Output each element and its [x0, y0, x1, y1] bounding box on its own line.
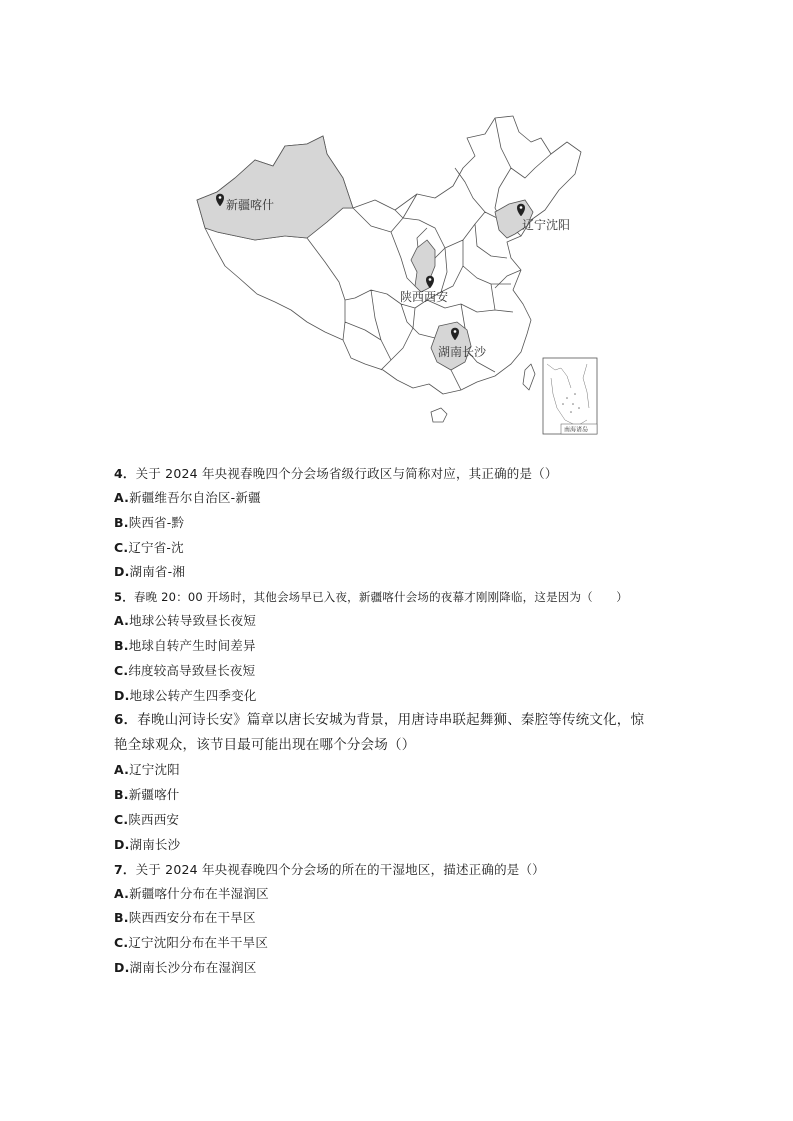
option-text: 地球公转导致昼长夜短	[129, 613, 257, 629]
option-letter: A.	[114, 613, 130, 629]
option-letter: C.	[114, 662, 129, 678]
option-text: 新疆喀什	[128, 787, 180, 803]
option-text: 地球公转产生四季变化	[129, 687, 257, 703]
option-d	[114, 956, 694, 981]
question-7	[114, 858, 694, 981]
province-borders	[217, 118, 551, 390]
option-text: 地球自转产生时间差异	[128, 637, 256, 653]
china-outline	[197, 116, 581, 394]
hainan-island	[431, 408, 447, 422]
option-b	[114, 634, 694, 659]
china-map	[195, 108, 615, 440]
map-label-kashgar: 新疆喀什	[226, 198, 275, 212]
question-6	[114, 708, 694, 857]
option-text: 新疆维吾尔自治区-新疆	[129, 490, 261, 505]
question-stem	[114, 585, 694, 609]
question-text: 关于 2024 年央视春晚四个分会场省级行政区与简称对应，其正确的是（）	[135, 466, 558, 481]
option-a	[114, 609, 694, 634]
option-letter: B.	[114, 910, 129, 926]
taiwan-island	[523, 364, 535, 390]
option-text: 湖南省-湘	[129, 564, 186, 580]
china-map-figure	[195, 108, 615, 440]
map-label-xian: 陕西西安	[400, 290, 449, 304]
question-stem	[114, 462, 694, 486]
option-d	[114, 684, 694, 709]
option-text: 辽宁沈阳分布在半干旱区	[128, 935, 269, 951]
question-text: 春晚 20：00 开场时，其他会场早已入夜，新疆喀什会场的夜幕才刚刚降临，这是因为（ ）	[133, 590, 628, 605]
option-b	[114, 511, 694, 536]
option-letter: B.	[114, 787, 129, 803]
option-text: 新疆喀什分布在半湿润区	[129, 885, 269, 901]
option-text: 辽宁省-沈	[128, 539, 184, 555]
option-letter: B.	[114, 637, 129, 653]
question-number: 5．	[114, 590, 134, 605]
map-label-changsha: 湖南长沙	[438, 345, 487, 359]
question-text: 关于 2024 年央视春晚四个分会场的所在的干湿地区，描述正确的是（）	[135, 861, 545, 877]
option-b	[114, 783, 694, 808]
question-text: 春晚山河诗长安》篇章以唐长安城为背景，用唐诗串联起舞狮、秦腔等传统文化，惊艳全球观众，该节目最可能出现在哪个分会场（）	[114, 712, 645, 754]
option-letter: D.	[114, 564, 130, 580]
option-text: 湖南长沙	[129, 836, 181, 852]
question-number: 6．	[114, 712, 138, 729]
option-text: 陕西西安分布在干旱区	[128, 910, 256, 926]
option-letter: A.	[114, 762, 130, 778]
option-b	[114, 906, 694, 931]
option-text: 陕西省-黔	[128, 514, 185, 530]
option-a	[114, 758, 694, 783]
option-c	[114, 808, 694, 833]
option-letter: C.	[114, 811, 129, 827]
question-4	[114, 462, 694, 585]
option-a	[114, 882, 694, 907]
question-stem	[114, 708, 654, 758]
option-a	[114, 486, 694, 511]
option-d	[114, 833, 694, 858]
option-text: 陕西西安	[128, 811, 180, 827]
option-letter: A.	[114, 885, 130, 901]
question-number: 4．	[114, 466, 136, 481]
question-list	[114, 462, 694, 981]
option-text: 湖南长沙分布在湿润区	[129, 959, 257, 975]
option-letter: A.	[114, 490, 130, 505]
option-letter: C.	[114, 935, 129, 951]
xinjiang-region	[197, 136, 353, 240]
south-china-sea-inset	[543, 358, 597, 434]
option-c	[114, 931, 694, 956]
option-letter: C.	[114, 539, 129, 555]
option-letter: D.	[114, 836, 130, 852]
option-c	[114, 659, 694, 684]
option-text: 纬度较高导致昼长夜短	[128, 662, 256, 678]
option-letter: D.	[114, 959, 130, 975]
option-c	[114, 536, 694, 561]
question-stem	[114, 858, 694, 882]
option-letter: B.	[114, 514, 129, 530]
option-letter: D.	[114, 687, 130, 703]
question-5	[114, 585, 694, 708]
map-label-shenyang: 辽宁沈阳	[522, 218, 571, 232]
option-d	[114, 560, 694, 585]
option-text: 辽宁沈阳	[129, 762, 180, 778]
question-number: 7．	[114, 861, 136, 877]
inset-label: 南海诸岛	[564, 426, 589, 434]
